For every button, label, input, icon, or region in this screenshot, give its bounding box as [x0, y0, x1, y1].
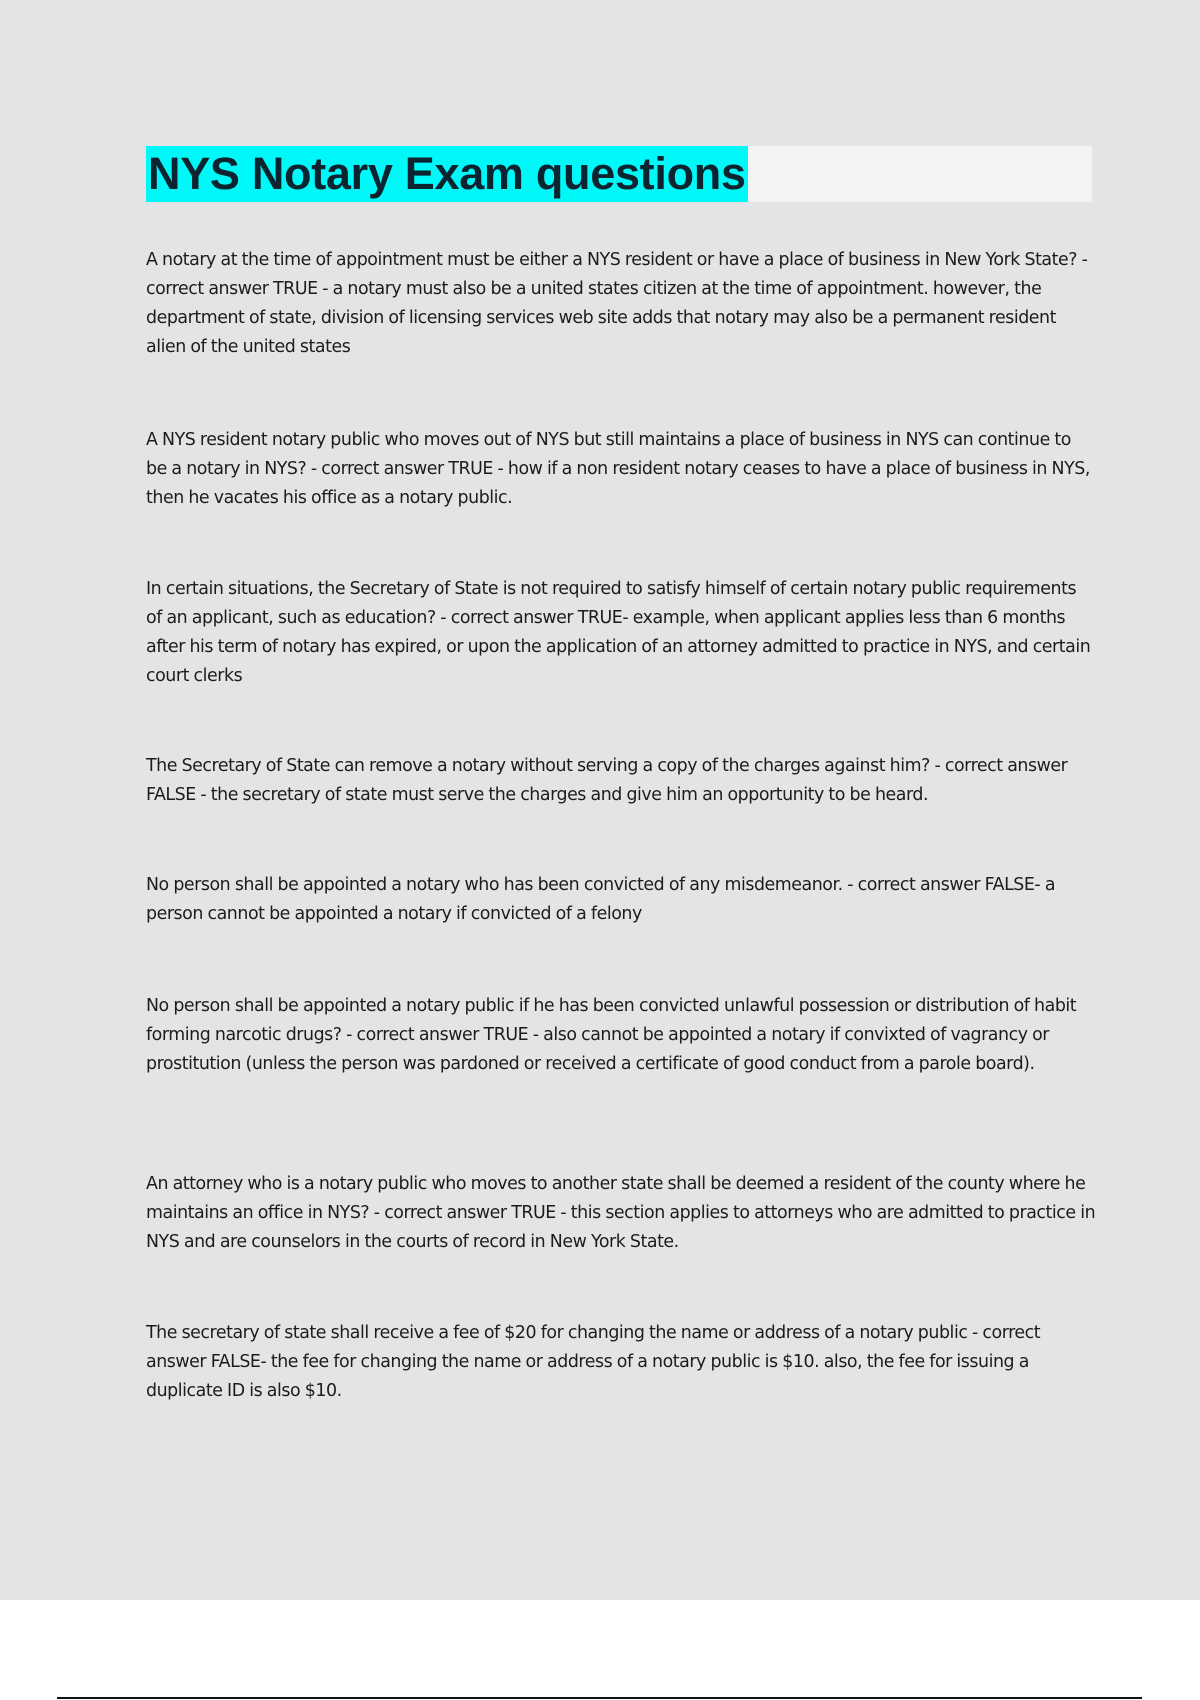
title-bar — [146, 146, 1092, 202]
qa-item-8: The secretary of state shall receive a fee of $20 for changing the name or address of a notary public - correct answer FALSE- the fee for changing the name or address of a notary public is $10. also, the fee for issuing a duplicate ID is also $10. — [146, 1323, 1041, 1401]
qa-item-2: A NYS resident notary public who moves out of NYS but still maintains a place of business in NYS can continue to be a notary in NYS? - correct answer TRUE - how if a non resident notary ceases to have a place of business in NYS, then he vacates his office as a notary public. — [146, 430, 1090, 508]
document-title: NYS Notary Exam questions — [146, 146, 748, 202]
qa-item-4: The Secretary of State can remove a notary without serving a copy of the charges against him? - correct answer FALSE - the secretary of state must serve the charges and give him an opportunity to be heard. — [146, 756, 1068, 805]
qa-item-5: No person shall be appointed a notary who has been convicted of any misdemeanor. - correct answer FALSE- a person cannot be appointed a notary if convicted of a felony — [146, 875, 1056, 924]
qa-item-6: No person shall be appointed a notary public if he has been convicted unlawful possession or distribution of habit forming narcotic drugs? - correct answer TRUE - also cannot be appointed a notary if convixted of vagrancy or prostitution (unless the person was pardoned or received a certificate of good conduct from a parole board). — [146, 996, 1077, 1074]
qa-item-3: In certain situations, the Secretary of State is not required to satisfy himself of certain notary public requirements of an applicant, such as education? - correct answer TRUE- example, when applicant applies less than 6 months after his term of notary has expired, or upon the application of an attorney admitted to practice in NYS, and certain court clerks — [146, 579, 1091, 686]
qa-item-7: An attorney who is a notary public who moves to another state shall be deemed a resident of the county where he maintains an office in NYS? - correct answer TRUE - this section applies to attorneys who are admitted to practice in NYS and are counselors in the courts of record in New York State. — [146, 1174, 1096, 1252]
qa-item-1: A notary at the time of appointment must be either a NYS resident or have a place of business in New York State? - correct answer TRUE - a notary must also be a united states citizen at the time of appointment. however, the department of state, division of licensing services web site adds that notary may also be a permanent resident alien of the united states — [146, 250, 1088, 357]
footer-divider — [57, 1697, 1142, 1699]
